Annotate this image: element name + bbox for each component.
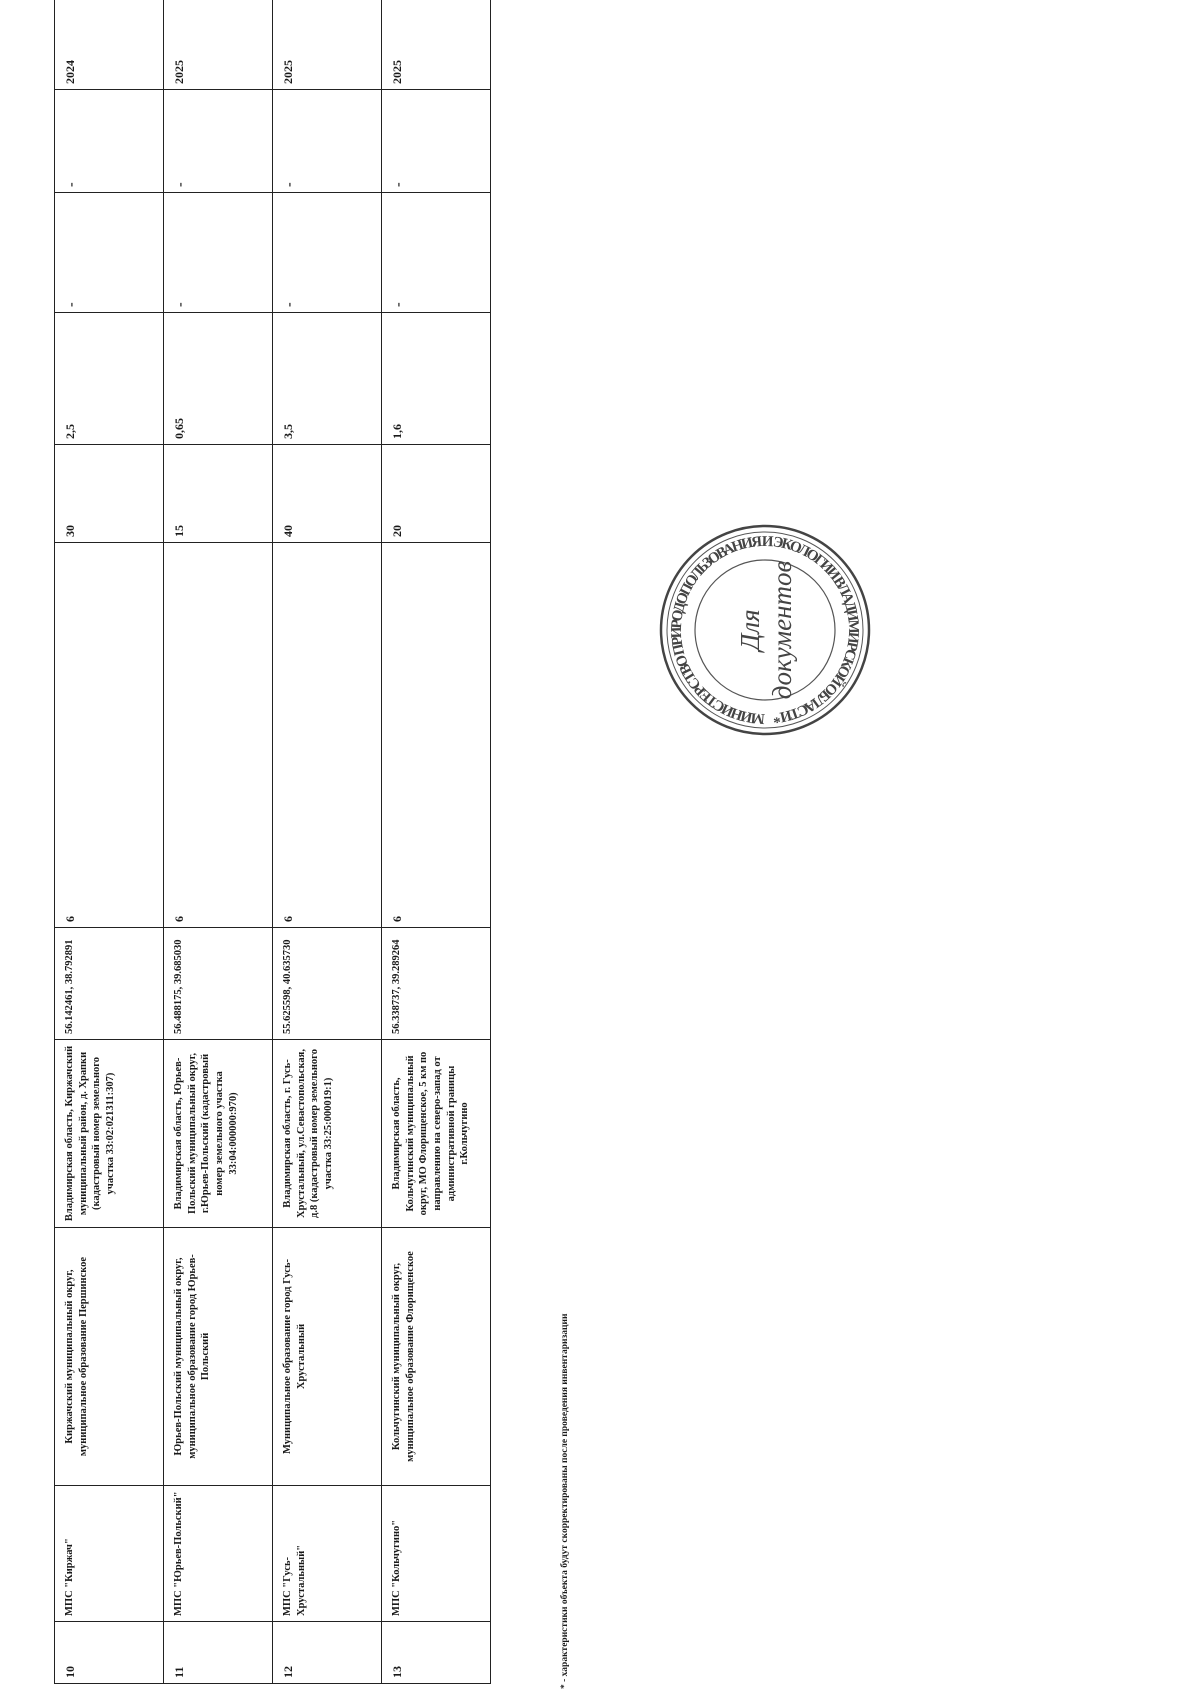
cell-hazard-class: 6 xyxy=(273,543,382,928)
cell-value-column-10: - xyxy=(164,90,273,193)
cell-address: Владимирская область, Кольчугинский муниципальный округ, МО Флорищенское, 5 км по направлению на северо-запад от административной границы г.Кольчугино xyxy=(382,1040,491,1228)
cell-municipality: Кольчугинский муниципальный округ, муниципальное образование Флорищенское xyxy=(382,1228,491,1486)
table-row xyxy=(382,0,491,1684)
stamp-center-line2: документов xyxy=(767,560,797,700)
cell-address: Владимирская область, Юрьев-Польский муниципальный округ, г.Юрьев-Польский (кадастровый номер земельного участка 33:04:000000:970) xyxy=(164,1040,273,1228)
table-row xyxy=(164,0,273,1684)
stamp-outer-ring xyxy=(661,526,869,734)
cell-area-value: 0,65 xyxy=(164,313,273,445)
cell-capacity-value: 40 xyxy=(273,445,382,543)
cell-capacity-value: 15 xyxy=(164,445,273,543)
cell-capacity-value: 20 xyxy=(382,445,491,543)
cell-facility-name: МПС "Юрьев-Польский" xyxy=(164,1486,273,1622)
cell-value-column-9: - xyxy=(382,193,491,313)
cell-value-column-10: - xyxy=(382,90,491,193)
cell-hazard-class: 6 xyxy=(164,543,273,928)
cell-value-column-9: - xyxy=(55,193,164,313)
cell-year: 2025 xyxy=(382,0,491,90)
cell-coordinates: 55.625598, 40.635730 xyxy=(273,928,382,1040)
cell-row-number: 11 xyxy=(164,1622,273,1684)
cell-value-column-9: - xyxy=(273,193,382,313)
table-row xyxy=(273,0,382,1684)
table-row xyxy=(55,0,164,1684)
cell-address: Владимирская область, Киржачский муниципальный район, д. Храпки (кадастровый номер земельного участка 33:02:021311:307) xyxy=(55,1040,164,1228)
cell-hazard-class: 6 xyxy=(55,543,164,928)
official-stamp xyxy=(655,520,875,740)
cell-year: 2025 xyxy=(164,0,273,90)
stamp-center-ring xyxy=(695,560,835,700)
table-body xyxy=(55,0,491,1684)
cell-municipality: Киржачский муниципальный округ, муниципальное образование Першинское xyxy=(55,1228,164,1486)
stamp-ring-text: МИНИСТЕРСТВО ПРИРОДОПОЛЬЗОВАНИЯ И ЭКОЛОГИИ ВЛАДИМИРСКОЙ ОБЛАСТИ * xyxy=(668,533,862,727)
cell-row-number: 10 xyxy=(55,1622,164,1684)
cell-row-number: 12 xyxy=(273,1622,382,1684)
cell-facility-name: МПС "Гусь-Хрустальный" xyxy=(273,1486,382,1622)
cell-value-column-9: - xyxy=(164,193,273,313)
cell-coordinates: 56.142461, 38.792891 xyxy=(55,928,164,1040)
cell-row-number: 13 xyxy=(382,1622,491,1684)
cell-value-column-10: - xyxy=(273,90,382,193)
cell-facility-name: МПС "Кольчугино" xyxy=(382,1486,491,1622)
cell-coordinates: 56.488175, 39.685030 xyxy=(164,928,273,1040)
cell-area-value: 3,5 xyxy=(273,313,382,445)
footnote: * - характеристики объекта будут скорректированы после проведения инвентаризации xyxy=(560,1313,570,1689)
cell-year: 2024 xyxy=(55,0,164,90)
cell-capacity-value: 30 xyxy=(55,445,164,543)
facilities-table xyxy=(54,0,491,1684)
cell-address: Владимирская область, г. Гусь-Хрустальный, ул.Севастопольская, д.8 (кадастровый номер земельного участка 33:25:000019:1) xyxy=(273,1040,382,1228)
cell-municipality: Муниципальное образование город Гусь-Хрустальный xyxy=(273,1228,382,1486)
stamp-inner-ring xyxy=(667,532,863,728)
stamp-center-line1: Для xyxy=(735,609,765,651)
cell-coordinates: 56.338737, 39.289264 xyxy=(382,928,491,1040)
cell-value-column-10: - xyxy=(55,90,164,193)
cell-hazard-class: 6 xyxy=(382,543,491,928)
cell-area-value: 1,6 xyxy=(382,313,491,445)
cell-area-value: 2,5 xyxy=(55,313,164,445)
cell-municipality: Юрьев-Польский муниципальный округ, муниципальное образование город Юрьев-Польский xyxy=(164,1228,273,1486)
cell-facility-name: МПС "Киржач" xyxy=(55,1486,164,1622)
cell-year: 2025 xyxy=(273,0,382,90)
